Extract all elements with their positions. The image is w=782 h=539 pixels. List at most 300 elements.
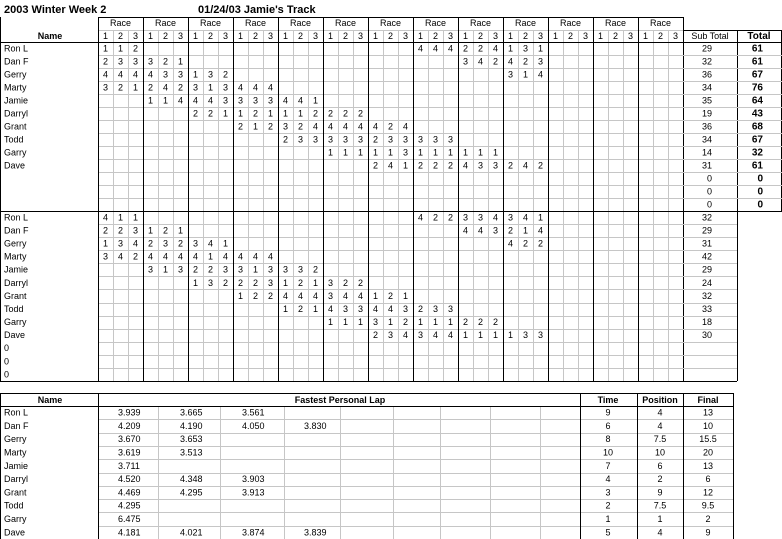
lap-time: 3.670 — [118, 434, 141, 445]
race-result: 3 — [342, 303, 349, 314]
fastest-driver-name: Todd — [4, 500, 24, 511]
race-result: 3 — [252, 95, 259, 106]
race-result: 2 — [147, 238, 154, 249]
race-result: 2 — [222, 277, 229, 288]
race-position-label: 1 — [192, 31, 199, 41]
race-result: 3 — [537, 330, 544, 341]
race-result: 1 — [462, 330, 469, 341]
race-result: 4 — [222, 251, 229, 262]
race-result: 4 — [342, 290, 349, 301]
fastest-driver-name: Garry — [4, 513, 27, 524]
race-result: 3 — [537, 56, 544, 67]
position-value: 7.5 — [653, 500, 667, 511]
race-result: 1 — [177, 225, 184, 236]
race-position-label: 1 — [642, 31, 649, 41]
subtotal-value: 34 — [701, 134, 712, 145]
race-result: 1 — [282, 303, 289, 314]
race-result: 1 — [312, 303, 319, 314]
race-result: 3 — [192, 82, 199, 93]
race-result: 3 — [402, 147, 409, 158]
race-result: 3 — [267, 277, 274, 288]
race-result: 2 — [132, 251, 139, 262]
race-result: 4 — [282, 290, 289, 301]
race-result: 1 — [432, 147, 439, 158]
final-value: 12 — [702, 487, 714, 498]
race-result: 2 — [522, 238, 529, 249]
driver-name: Grant — [4, 290, 27, 301]
race-result: 1 — [132, 82, 139, 93]
race-result: 1 — [207, 251, 214, 262]
race-result: 3 — [147, 264, 154, 275]
race-result: 2 — [297, 121, 304, 132]
race-result: 3 — [387, 134, 394, 145]
race-position-label: 3 — [492, 31, 499, 41]
race-result: 4 — [312, 290, 319, 301]
race-position-label: 2 — [657, 31, 664, 41]
race-result: 4 — [312, 121, 319, 132]
fastest-lap-title: Fastest Personal Lap — [294, 395, 386, 405]
final-value: 2 — [705, 513, 711, 524]
fastest-driver-name: Marty — [4, 447, 27, 458]
lap-time: 3.874 — [242, 527, 265, 538]
race-result: 3 — [402, 134, 409, 145]
final-value: 13 — [702, 407, 714, 418]
race-result: 3 — [357, 134, 364, 145]
lap-time: 4.295 — [118, 500, 141, 511]
lap-time: 4.348 — [180, 474, 203, 485]
race-result: 4 — [507, 56, 514, 67]
race-result: 2 — [117, 82, 124, 93]
position-value: 6 — [657, 460, 663, 471]
race-result: 1 — [132, 212, 139, 223]
race-result: 1 — [417, 147, 424, 158]
time-value: 3 — [605, 487, 611, 498]
race-result: 4 — [282, 95, 289, 106]
subtotal-value: 36 — [701, 121, 712, 132]
race-position-label: 1 — [417, 31, 424, 41]
race-result: 1 — [162, 264, 169, 275]
race-position-label: 3 — [312, 31, 319, 41]
time-value: 5 — [605, 527, 611, 538]
time-header: Time — [597, 395, 619, 405]
race-result: 3 — [162, 238, 169, 249]
race-result: 3 — [267, 95, 274, 106]
race-result: 3 — [132, 225, 139, 236]
race-result: 2 — [387, 121, 394, 132]
race-result: 3 — [507, 212, 514, 223]
race-result: 4 — [237, 82, 244, 93]
race-result: 3 — [267, 264, 274, 275]
name-header: Name — [37, 31, 63, 41]
lap-time: 3.939 — [118, 407, 141, 418]
race-result: 4 — [387, 160, 394, 171]
total-value: 61 — [751, 160, 763, 172]
fastest-driver-name: Ron L — [4, 407, 29, 418]
race-result: 1 — [192, 277, 199, 288]
race-result: 3 — [357, 303, 364, 314]
subtotal-value: 0 — [706, 186, 712, 197]
date-track-title: 01/24/03 Jamie's Track — [198, 4, 316, 16]
race-position-label: 2 — [297, 31, 304, 41]
race-result: 2 — [387, 290, 394, 301]
race-result: 1 — [537, 43, 544, 54]
race-result: 4 — [327, 303, 334, 314]
fastest-name-header: Name — [37, 395, 63, 405]
subtotal-value: 30 — [701, 330, 712, 341]
race-result: 3 — [222, 95, 229, 106]
total-value: 0 — [757, 173, 763, 185]
race-result: 2 — [342, 108, 349, 119]
race-result: 4 — [252, 82, 259, 93]
race-result: 1 — [342, 317, 349, 328]
race-result: 1 — [507, 330, 514, 341]
race-position-label: 3 — [582, 31, 589, 41]
position-value: 4 — [657, 407, 663, 418]
race-result: 2 — [267, 121, 274, 132]
race-position-label: 3 — [672, 31, 679, 41]
subtotal-value: 29 — [701, 43, 712, 54]
driver-name: Todd — [4, 134, 24, 145]
position-value: 7.5 — [653, 434, 667, 445]
race-position-label: 1 — [102, 31, 109, 41]
race-result: 2 — [102, 225, 109, 236]
race-result: 4 — [237, 251, 244, 262]
race-result: 3 — [177, 264, 184, 275]
subtotal-value: 0 — [706, 199, 712, 210]
race-result: 3 — [237, 95, 244, 106]
race-header: Race — [109, 18, 132, 28]
race-result: 2 — [342, 277, 349, 288]
race-result: 3 — [447, 303, 454, 314]
race-position-label: 2 — [342, 31, 349, 41]
race-result: 1 — [447, 317, 454, 328]
race-result: 2 — [312, 264, 319, 275]
total-value: 0 — [757, 186, 763, 198]
race-result: 4 — [297, 95, 304, 106]
race-result: 3 — [507, 69, 514, 80]
race-result: 2 — [252, 290, 259, 301]
driver-name: Dave — [4, 160, 26, 171]
race-result: 3 — [222, 264, 229, 275]
race-result: 1 — [492, 330, 499, 341]
race-result: 2 — [267, 290, 274, 301]
race-result: 1 — [312, 95, 319, 106]
driver-name: Dan F — [4, 56, 29, 67]
lap-time: 3.513 — [180, 447, 203, 458]
driver-name: Marty — [4, 82, 27, 93]
race-result: 4 — [162, 82, 169, 93]
race-result: 4 — [447, 43, 454, 54]
fastest-driver-name: Jamie — [4, 460, 29, 471]
race-result: 3 — [237, 264, 244, 275]
fastest-driver-name: Darryl — [4, 474, 28, 485]
race-result: 4 — [417, 43, 424, 54]
driver-name: Ron L — [4, 43, 29, 54]
driver-name: Jamie — [4, 95, 29, 106]
race-result: 4 — [357, 290, 364, 301]
race-position-label: 3 — [627, 31, 634, 41]
race-result: 4 — [267, 251, 274, 262]
race-result: 3 — [162, 69, 169, 80]
race-header: Race — [199, 18, 222, 28]
race-result: 2 — [327, 108, 334, 119]
race-result: 3 — [102, 82, 109, 93]
race-result: 1 — [282, 277, 289, 288]
driver-name: Grant — [4, 121, 27, 132]
race-result: 1 — [402, 160, 409, 171]
race-result: 4 — [117, 251, 124, 262]
lap-time: 3.619 — [118, 447, 141, 458]
driver-name: 0 — [4, 343, 10, 354]
race-position-label: 2 — [117, 31, 124, 41]
race-result: 2 — [417, 160, 424, 171]
lap-time: 3.561 — [242, 407, 265, 418]
race-result: 4 — [372, 121, 379, 132]
time-value: 9 — [605, 407, 611, 418]
race-result: 2 — [132, 43, 139, 54]
race-result: 3 — [492, 160, 499, 171]
race-result: 3 — [477, 160, 484, 171]
race-result: 2 — [477, 43, 484, 54]
race-result: 3 — [102, 251, 109, 262]
race-header: Race — [514, 18, 537, 28]
total-value: 76 — [751, 82, 763, 94]
race-result: 4 — [162, 251, 169, 262]
final-value: 10 — [702, 420, 714, 431]
race-result: 3 — [327, 134, 334, 145]
race-header: Race — [244, 18, 267, 28]
driver-name: Dave — [4, 330, 26, 341]
subtotal-value: 14 — [701, 147, 712, 158]
race-position-label: 2 — [612, 31, 619, 41]
race-result: 2 — [222, 69, 229, 80]
race-result: 3 — [462, 56, 469, 67]
race-result: 2 — [177, 238, 184, 249]
subtotal-value: 31 — [701, 238, 712, 249]
subtotal-value: 0 — [706, 173, 712, 184]
race-result: 2 — [462, 317, 469, 328]
race-header: Race — [379, 18, 402, 28]
driver-name: Jamie — [4, 264, 29, 275]
lap-time: 4.295 — [180, 487, 203, 498]
race-result: 2 — [522, 56, 529, 67]
total-value: 67 — [751, 134, 763, 146]
race-result: 3 — [297, 264, 304, 275]
race-result: 1 — [507, 43, 514, 54]
total-value: 32 — [751, 147, 763, 159]
race-result: 4 — [477, 225, 484, 236]
race-position-label: 1 — [507, 31, 514, 41]
race-position-label: 3 — [177, 31, 184, 41]
race-result: 4 — [342, 121, 349, 132]
race-result: 2 — [447, 160, 454, 171]
lap-time: 3.913 — [242, 487, 265, 498]
race-result: 4 — [402, 330, 409, 341]
race-result: 2 — [162, 56, 169, 67]
lap-time: 6.475 — [118, 513, 141, 524]
final-value: 6 — [705, 474, 711, 485]
race-result: 1 — [372, 147, 379, 158]
lap-time: 3.830 — [304, 420, 327, 431]
race-result: 1 — [477, 147, 484, 158]
subtotal-value: 34 — [701, 82, 712, 93]
race-result: 4 — [192, 251, 199, 262]
total-value: 43 — [751, 108, 763, 120]
race-result: 2 — [252, 277, 259, 288]
driver-name: Gerry — [4, 69, 27, 80]
race-result: 4 — [522, 160, 529, 171]
race-result: 2 — [207, 264, 214, 275]
race-position-label: 2 — [477, 31, 484, 41]
race-position-label: 1 — [237, 31, 244, 41]
race-result: 3 — [432, 303, 439, 314]
race-result: 2 — [462, 43, 469, 54]
race-result: 3 — [297, 134, 304, 145]
total-value: 64 — [751, 95, 763, 107]
race-header: Race — [334, 18, 357, 28]
final-value: 9.5 — [701, 500, 715, 511]
sheet-title: 2003 Winter Week 2 — [4, 4, 107, 16]
race-result: 3 — [432, 134, 439, 145]
subtotal-value: 29 — [701, 225, 712, 236]
race-result: 4 — [432, 330, 439, 341]
race-position-label: 1 — [327, 31, 334, 41]
race-result: 4 — [447, 330, 454, 341]
race-result: 1 — [417, 317, 424, 328]
race-result: 4 — [147, 69, 154, 80]
race-result: 2 — [357, 108, 364, 119]
race-result: 4 — [177, 95, 184, 106]
driver-name: Todd — [4, 303, 24, 314]
race-result: 3 — [312, 134, 319, 145]
race-result: 1 — [357, 147, 364, 158]
race-result: 3 — [282, 264, 289, 275]
race-result: 1 — [387, 317, 394, 328]
race-result: 2 — [447, 212, 454, 223]
race-result: 2 — [147, 82, 154, 93]
total-value: 61 — [751, 56, 763, 68]
race-position-label: 1 — [552, 31, 559, 41]
race-result: 2 — [492, 56, 499, 67]
race-result: 4 — [297, 290, 304, 301]
race-result: 2 — [102, 56, 109, 67]
race-result: 1 — [102, 43, 109, 54]
race-result: 2 — [192, 264, 199, 275]
race-result: 3 — [402, 303, 409, 314]
race-result: 1 — [147, 225, 154, 236]
subtotal-value: 19 — [701, 108, 712, 119]
race-result: 2 — [372, 134, 379, 145]
race-result: 4 — [132, 238, 139, 249]
race-result: 1 — [387, 147, 394, 158]
race-result: 4 — [462, 225, 469, 236]
race-result: 4 — [147, 251, 154, 262]
race-result: 4 — [537, 69, 544, 80]
race-result: 1 — [252, 264, 259, 275]
position-value: 4 — [657, 420, 663, 431]
race-result: 1 — [102, 238, 109, 249]
race-result: 3 — [147, 56, 154, 67]
race-result: 4 — [117, 69, 124, 80]
race-result: 4 — [207, 95, 214, 106]
race-result: 1 — [267, 108, 274, 119]
lap-time: 4.021 — [180, 527, 203, 538]
race-result: 1 — [447, 147, 454, 158]
race-result: 4 — [522, 212, 529, 223]
driver-name: Gerry — [4, 238, 27, 249]
driver-name: Darryl — [4, 108, 28, 119]
race-result: 2 — [507, 225, 514, 236]
race-result: 2 — [252, 108, 259, 119]
race-result: 1 — [282, 108, 289, 119]
race-result: 2 — [237, 121, 244, 132]
race-result: 1 — [402, 290, 409, 301]
race-position-label: 2 — [387, 31, 394, 41]
race-result: 4 — [267, 82, 274, 93]
race-result: 2 — [357, 277, 364, 288]
race-position-label: 2 — [207, 31, 214, 41]
driver-name: Dan F — [4, 225, 29, 236]
race-result: 2 — [537, 238, 544, 249]
race-result: 1 — [342, 147, 349, 158]
position-value: 1 — [657, 513, 663, 524]
race-result: 1 — [327, 317, 334, 328]
final-header: Final — [697, 395, 719, 405]
race-result: 1 — [522, 69, 529, 80]
race-result: 3 — [207, 69, 214, 80]
race-position-label: 2 — [252, 31, 259, 41]
race-result: 4 — [492, 43, 499, 54]
subtotal-value: 42 — [701, 251, 712, 262]
driver-name: Ron L — [4, 212, 29, 223]
driver-name: Garry — [4, 147, 27, 158]
race-result: 1 — [477, 330, 484, 341]
race-result: 2 — [237, 277, 244, 288]
race-result: 3 — [417, 330, 424, 341]
race-header: Race — [469, 18, 492, 28]
race-result: 2 — [507, 160, 514, 171]
race-result: 3 — [327, 277, 334, 288]
race-result: 3 — [192, 238, 199, 249]
driver-name: Darryl — [4, 277, 28, 288]
race-result: 1 — [237, 290, 244, 301]
position-value: 10 — [654, 447, 666, 458]
race-result: 4 — [207, 238, 214, 249]
race-result: 2 — [372, 160, 379, 171]
driver-name: Garry — [4, 317, 27, 328]
race-result: 3 — [117, 238, 124, 249]
lap-time: 4.181 — [118, 527, 141, 538]
race-result: 3 — [477, 212, 484, 223]
driver-name: 0 — [4, 369, 10, 380]
race-result: 4 — [102, 212, 109, 223]
race-result: 1 — [162, 95, 169, 106]
race-result: 1 — [522, 225, 529, 236]
position-header: Position — [642, 395, 678, 405]
lap-time: 3.839 — [304, 527, 327, 538]
race-result: 1 — [177, 56, 184, 67]
final-value: 15.5 — [699, 434, 717, 445]
time-value: 4 — [605, 474, 611, 485]
race-result: 1 — [327, 147, 334, 158]
final-value: 13 — [702, 460, 714, 471]
race-position-label: 1 — [462, 31, 469, 41]
race-result: 4 — [102, 69, 109, 80]
race-result: 1 — [222, 238, 229, 249]
race-result: 1 — [117, 43, 124, 54]
race-result: 3 — [387, 330, 394, 341]
race-result: 4 — [132, 69, 139, 80]
